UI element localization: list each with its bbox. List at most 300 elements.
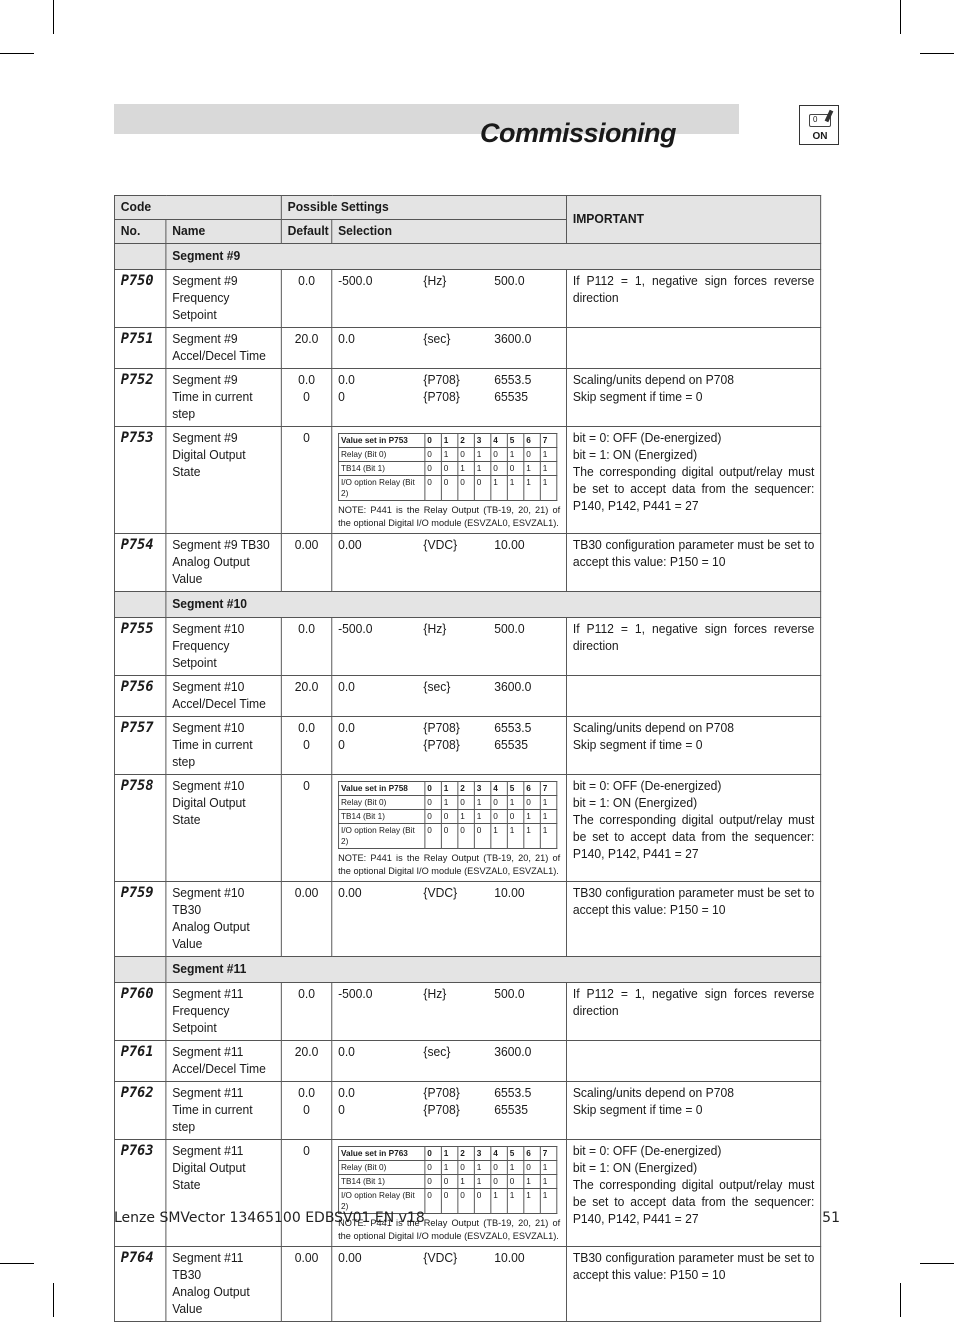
param-important: [567, 676, 821, 717]
param-selection: [332, 369, 567, 427]
bit-row-label: I/O option Relay (Bit 2): [339, 824, 425, 849]
bit-table-title: Value set in P758: [339, 782, 425, 796]
param-important: [567, 983, 821, 1041]
param-default: [281, 618, 331, 676]
on-label: ON: [812, 131, 828, 142]
important-line: Scaling/units depend on P708: [572, 1086, 734, 1100]
range-min: 0.0: [338, 680, 355, 694]
default-value: 0.00: [294, 886, 319, 900]
param-name: [166, 1041, 281, 1082]
bit-cell: 0: [491, 462, 507, 476]
bit-cell: 1: [524, 476, 540, 501]
range-unit: {sec}: [423, 1045, 451, 1059]
range-max: 65535: [494, 738, 528, 752]
param-name: [166, 328, 281, 369]
bit-cell: 1: [491, 1189, 507, 1214]
table-row: [114, 1247, 820, 1322]
param-name-line: Value: [172, 572, 203, 586]
bit-column-header: 5: [507, 434, 523, 448]
default-value: 20.0: [294, 332, 319, 346]
param-important: [567, 328, 821, 369]
segment-title: Segment #10: [166, 592, 821, 618]
bit-cell: 1: [540, 1189, 556, 1214]
bit-cell: 1: [524, 1189, 540, 1214]
bit-cell: 1: [441, 1161, 457, 1175]
range-max: 10.00: [494, 886, 525, 900]
bit-row-label: Relay (Bit 0): [339, 796, 425, 810]
param-selection: [332, 717, 567, 775]
range-max: 3600.0: [494, 1045, 532, 1059]
param-default: [281, 1041, 331, 1082]
bit-cell: 0: [524, 796, 540, 810]
param-default: [281, 1082, 331, 1140]
default-value: 0.0: [298, 987, 315, 1001]
crop-mark: [920, 53, 954, 54]
param-code: P761: [114, 1041, 165, 1082]
default-value: 20.0: [294, 1045, 319, 1059]
bit-cell: 1: [540, 1175, 556, 1189]
table-row: [114, 717, 820, 775]
important-line: bit = 0: OFF (De-energized): [572, 431, 722, 445]
bit-cell: 0: [491, 1161, 507, 1175]
param-name-line: Frequency Setpoint: [172, 639, 230, 670]
range-min: 0.0: [338, 332, 355, 346]
table-body: [114, 244, 820, 1322]
table-row: [114, 427, 820, 534]
param-name-line: Accel/Decel Time: [172, 1062, 266, 1076]
power-switch-icon: [799, 105, 839, 145]
switch-body: 0: [809, 114, 831, 127]
param-name-line: Accel/Decel Time: [172, 697, 266, 711]
table-row: [114, 369, 820, 427]
param-name-line: Segment #9: [172, 274, 238, 288]
param-name: [166, 1140, 281, 1247]
relay-note: NOTE: P441 is the Relay Output (TB-19, 20, 21) of the optional Digital I/O module (ESVZAL0, ESVZAL1).: [338, 853, 561, 877]
param-name-line: Segment #11: [172, 1144, 244, 1158]
important-line: Skip segment if time = 0: [572, 738, 703, 752]
bit-row-label: TB14 (Bit 1): [339, 810, 425, 824]
table-row: [114, 676, 820, 717]
param-default: [281, 882, 331, 957]
range-min: 0.0: [338, 721, 355, 735]
header-name: Name: [166, 220, 281, 244]
bit-cell: 1: [507, 824, 523, 849]
selection-range: [338, 372, 560, 389]
range-min: 0.0: [338, 1045, 355, 1059]
range-unit: {P708}: [423, 738, 460, 752]
selection-range: [338, 1102, 560, 1119]
bit-cell: 1: [474, 462, 490, 476]
param-name-line: Segment #10: [172, 680, 245, 694]
segment-title: Segment #9: [166, 244, 821, 270]
param-name-line: Segment #11: [172, 987, 244, 1001]
bit-cell: 1: [540, 1161, 556, 1175]
important-line: TB30 configuration parameter must be set to accept this value: P150 = 10: [572, 1251, 815, 1282]
selection-range: [338, 885, 560, 902]
bit-column-header: 6: [524, 782, 540, 796]
range-unit: {P708}: [423, 1103, 460, 1117]
param-selection: [332, 1041, 567, 1082]
header-no: No.: [114, 220, 165, 244]
bit-cell: 0: [458, 1161, 474, 1175]
range-max: 6553.5: [494, 373, 532, 387]
bit-cell: 1: [524, 1175, 540, 1189]
relay-note: NOTE: P441 is the Relay Output (TB-19, 20, 21) of the optional Digital I/O module (ESVZAL0, ESVZAL1).: [338, 1218, 561, 1242]
param-name: [166, 618, 281, 676]
range-max: 6553.5: [494, 721, 532, 735]
default-value: 0: [303, 431, 310, 445]
important-line: If P112 = 1, negative sign forces reverse direction: [572, 987, 815, 1018]
bit-cell: 1: [458, 1175, 474, 1189]
bit-cell: 1: [458, 810, 474, 824]
bit-cell: 1: [540, 824, 556, 849]
range-max: 3600.0: [494, 680, 532, 694]
param-code: P760: [114, 983, 165, 1041]
bit-cell: 0: [458, 476, 474, 501]
selection-range: [338, 1044, 560, 1061]
selection-range: [338, 331, 560, 348]
default-value: 0: [303, 1103, 310, 1117]
param-selection: [332, 328, 567, 369]
page-title: Commissioning: [480, 118, 677, 148]
table-row: [114, 618, 820, 676]
bit-column-header: 3: [474, 434, 490, 448]
param-default: [281, 983, 331, 1041]
param-selection: [332, 1082, 567, 1140]
param-code: P754: [114, 534, 165, 592]
table-row: [114, 534, 820, 592]
important-line: bit = 1: ON (Energized): [572, 796, 698, 810]
bit-cell: 1: [507, 448, 523, 462]
bit-cell: 0: [425, 796, 441, 810]
param-name-line: Segment #11 TB30: [172, 1251, 244, 1282]
selection-range: [338, 537, 560, 554]
important-line: bit = 1: ON (Energized): [572, 448, 698, 462]
bit-cell: 1: [507, 1189, 523, 1214]
default-value: 0: [303, 1144, 310, 1158]
range-unit: {P708}: [423, 1086, 460, 1100]
range-min: -500.0: [338, 987, 373, 1001]
table-row: [114, 983, 820, 1041]
bit-cell: 0: [425, 1189, 441, 1214]
table-row: [114, 882, 820, 957]
param-code: P756: [114, 676, 165, 717]
bit-cell: 0: [474, 476, 490, 501]
bit-cell: 0: [441, 1189, 457, 1214]
bit-cell: 1: [491, 824, 507, 849]
range-max: 500.0: [494, 622, 525, 636]
selection-range: [338, 1085, 560, 1102]
switch-lever: [825, 110, 834, 123]
param-selection: [332, 882, 567, 957]
header-code: Code: [114, 196, 281, 220]
default-value: 0.0: [298, 721, 315, 735]
bit-row-label: Relay (Bit 0): [339, 1161, 425, 1175]
range-unit: {VDC}: [423, 1251, 458, 1265]
selection-range: [338, 737, 560, 754]
default-value: 0: [303, 738, 310, 752]
important-line: The corresponding digital output/relay must be set to accept data from the sequencer: P140, P142, P441 = 27: [572, 813, 815, 861]
bit-cell: 1: [474, 1175, 490, 1189]
param-important: [567, 1041, 821, 1082]
bit-cell: 0: [524, 1161, 540, 1175]
range-min: 0: [338, 738, 345, 752]
crop-mark: [920, 1263, 954, 1264]
bit-column-header: 7: [540, 1147, 556, 1161]
range-max: 6553.5: [494, 1086, 532, 1100]
selection-range: [338, 621, 560, 638]
range-min: 0.00: [338, 1251, 362, 1265]
important-line: Scaling/units depend on P708: [572, 721, 734, 735]
param-selection: [332, 1140, 567, 1247]
param-name-line: Segment #10: [172, 779, 245, 793]
bit-cell: 0: [507, 462, 523, 476]
bit-cell: 0: [425, 462, 441, 476]
param-code: P750: [114, 270, 165, 328]
bit-cell: 0: [474, 1189, 490, 1214]
param-name: [166, 882, 281, 957]
param-important: [567, 717, 821, 775]
param-name-line: Segment #11: [172, 1045, 244, 1059]
param-important: [567, 427, 821, 534]
bit-column-header: 7: [540, 434, 556, 448]
bit-cell: 1: [540, 796, 556, 810]
param-name: [166, 676, 281, 717]
param-default: [281, 1247, 331, 1322]
crop-mark: [0, 1263, 34, 1264]
page-number: 51: [822, 1210, 840, 1226]
range-max: 500.0: [494, 987, 525, 1001]
bit-cell: 0: [425, 448, 441, 462]
param-code: P751: [114, 328, 165, 369]
bit-column-header: 0: [425, 782, 441, 796]
relay-note: NOTE: P441 is the Relay Output (TB-19, 20, 21) of the optional Digital I/O module (ESVZAL0, ESVZAL1).: [338, 505, 561, 529]
bit-row-label: Relay (Bit 0): [339, 448, 425, 462]
crop-mark: [900, 1283, 901, 1317]
range-min: 0.0: [338, 1086, 355, 1100]
bit-column-header: 3: [474, 782, 490, 796]
bit-column-header: 7: [540, 782, 556, 796]
param-name-line: Segment #10: [172, 721, 245, 735]
param-default: [281, 427, 331, 534]
bit-cell: 0: [458, 824, 474, 849]
important-line: Scaling/units depend on P708: [572, 373, 734, 387]
range-min: 0: [338, 390, 345, 404]
bit-value-table: [338, 433, 557, 501]
bit-cell: 1: [474, 448, 490, 462]
footer-doc-id: Lenze SMVector 13465100 EDBSV01 EN v18: [114, 1210, 425, 1226]
default-value: 0.00: [294, 538, 319, 552]
header-default: Default: [281, 220, 331, 244]
bit-cell: 1: [474, 796, 490, 810]
crop-mark: [0, 53, 34, 54]
header-selection: Selection: [332, 220, 567, 244]
bit-cell: 1: [507, 476, 523, 501]
bit-cell: 1: [474, 810, 490, 824]
param-selection: [332, 1247, 567, 1322]
table-row: [114, 270, 820, 328]
bit-cell: 1: [540, 810, 556, 824]
bit-column-header: 2: [458, 434, 474, 448]
param-code: P762: [114, 1082, 165, 1140]
default-value: 0.00: [294, 1251, 319, 1265]
bit-cell: 0: [524, 448, 540, 462]
param-default: [281, 775, 331, 882]
segment-header-row: [114, 244, 820, 270]
crop-mark: [53, 0, 54, 34]
param-important: [567, 270, 821, 328]
bit-column-header: 0: [425, 1147, 441, 1161]
param-selection: [332, 983, 567, 1041]
bit-row-label: TB14 (Bit 1): [339, 462, 425, 476]
param-code: P755: [114, 618, 165, 676]
bit-cell: 1: [491, 476, 507, 501]
bit-cell: 1: [524, 810, 540, 824]
param-code: P757: [114, 717, 165, 775]
param-default: [281, 328, 331, 369]
range-max: 65535: [494, 1103, 528, 1117]
range-unit: {Hz}: [423, 622, 447, 636]
segment-header-row: [114, 957, 820, 983]
range-max: 10.00: [494, 538, 525, 552]
bit-cell: 0: [474, 824, 490, 849]
param-name: [166, 369, 281, 427]
param-name-line: Digital Output State: [172, 796, 246, 827]
bit-cell: 1: [458, 462, 474, 476]
param-selection: [332, 775, 567, 882]
range-min: 0: [338, 1103, 345, 1117]
bit-cell: 1: [540, 448, 556, 462]
param-name-line: Analog Output: [172, 920, 250, 934]
important-line: The corresponding digital output/relay must be set to accept data from the sequencer: P140, P142, P441 = 27: [572, 1178, 815, 1226]
bit-column-header: 0: [425, 434, 441, 448]
bit-cell: 0: [458, 1189, 474, 1214]
important-line: TB30 configuration parameter must be set to accept this value: P150 = 10: [572, 886, 815, 917]
param-name-line: Segment #9 TB30: [172, 538, 270, 552]
param-name-line: Value: [172, 1302, 203, 1316]
param-name-line: Segment #9: [172, 431, 238, 445]
table-row: [114, 1140, 820, 1247]
selection-range: [338, 389, 560, 406]
bit-cell: 0: [441, 1175, 457, 1189]
param-name-line: Segment #10 TB30: [172, 886, 245, 917]
selection-range: [338, 986, 560, 1003]
param-name: [166, 775, 281, 882]
header-possible-settings: Possible Settings: [281, 196, 566, 220]
param-name-line: Time in current step: [172, 390, 253, 421]
bit-column-header: 1: [441, 434, 457, 448]
param-name-line: Segment #9: [172, 332, 238, 346]
bit-cell: 0: [458, 796, 474, 810]
param-important: [567, 1247, 821, 1322]
param-name-line: Segment #11: [172, 1086, 244, 1100]
table-row: [114, 775, 820, 882]
range-min: 0.00: [338, 886, 362, 900]
important-line: Skip segment if time = 0: [572, 390, 703, 404]
default-value: 0.0: [298, 274, 315, 288]
param-name-line: Digital Output State: [172, 448, 246, 479]
param-name: [166, 1247, 281, 1322]
bit-cell: 0: [458, 448, 474, 462]
param-selection: [332, 618, 567, 676]
param-name: [166, 717, 281, 775]
default-value: 0: [303, 779, 310, 793]
bit-cell: 0: [491, 1175, 507, 1189]
bit-cell: 0: [441, 462, 457, 476]
param-name: [166, 270, 281, 328]
bit-cell: 1: [524, 824, 540, 849]
param-important: [567, 618, 821, 676]
range-unit: {sec}: [423, 332, 451, 346]
bit-column-header: 6: [524, 1147, 540, 1161]
param-selection: [332, 270, 567, 328]
param-default: [281, 1140, 331, 1247]
range-min: -500.0: [338, 622, 373, 636]
important-line: bit = 0: OFF (De-energized): [572, 779, 722, 793]
bit-cell: 0: [491, 448, 507, 462]
param-important: [567, 775, 821, 882]
param-code: P758: [114, 775, 165, 882]
crop-mark: [900, 0, 901, 34]
bit-column-header: 3: [474, 1147, 490, 1161]
table-row: [114, 1082, 820, 1140]
selection-range: [338, 720, 560, 737]
param-name-line: Segment #9: [172, 373, 238, 387]
bit-column-header: 5: [507, 1147, 523, 1161]
bit-cell: 0: [441, 810, 457, 824]
bit-cell: 0: [491, 796, 507, 810]
param-important: [567, 882, 821, 957]
crop-mark: [53, 1283, 54, 1317]
param-code: P759: [114, 882, 165, 957]
bit-column-header: 5: [507, 782, 523, 796]
bit-cell: 0: [425, 1175, 441, 1189]
table-row: [114, 328, 820, 369]
range-min: -500.0: [338, 274, 373, 288]
bit-column-header: 1: [441, 782, 457, 796]
bit-cell: 0: [507, 810, 523, 824]
bit-column-header: 2: [458, 1147, 474, 1161]
header-important: IMPORTANT: [567, 196, 821, 244]
param-name-line: Value: [172, 937, 203, 951]
selection-range: [338, 273, 560, 290]
table-row: [114, 1041, 820, 1082]
bit-cell: 1: [540, 476, 556, 501]
param-name-line: Time in current step: [172, 738, 253, 769]
range-min: 0.00: [338, 538, 362, 552]
bit-column-header: 2: [458, 782, 474, 796]
param-default: [281, 369, 331, 427]
param-default: [281, 270, 331, 328]
range-max: 10.00: [494, 1251, 525, 1265]
bit-cell: 1: [507, 1161, 523, 1175]
default-value: 0.0: [298, 1086, 315, 1100]
bit-cell: 0: [425, 810, 441, 824]
segment-header-row: [114, 592, 820, 618]
important-line: If P112 = 1, negative sign forces reverse direction: [572, 274, 815, 305]
bit-table-title: Value set in P753: [339, 434, 425, 448]
param-name-line: Analog Output: [172, 555, 250, 569]
segment-title: Segment #11: [166, 957, 821, 983]
param-name-line: Time in current step: [172, 1103, 253, 1134]
range-max: 500.0: [494, 274, 525, 288]
bit-column-header: 4: [491, 782, 507, 796]
footer: [114, 1210, 840, 1226]
bit-cell: 0: [507, 1175, 523, 1189]
param-important: [567, 1082, 821, 1140]
param-important: [567, 369, 821, 427]
param-name-line: Analog Output: [172, 1285, 250, 1299]
